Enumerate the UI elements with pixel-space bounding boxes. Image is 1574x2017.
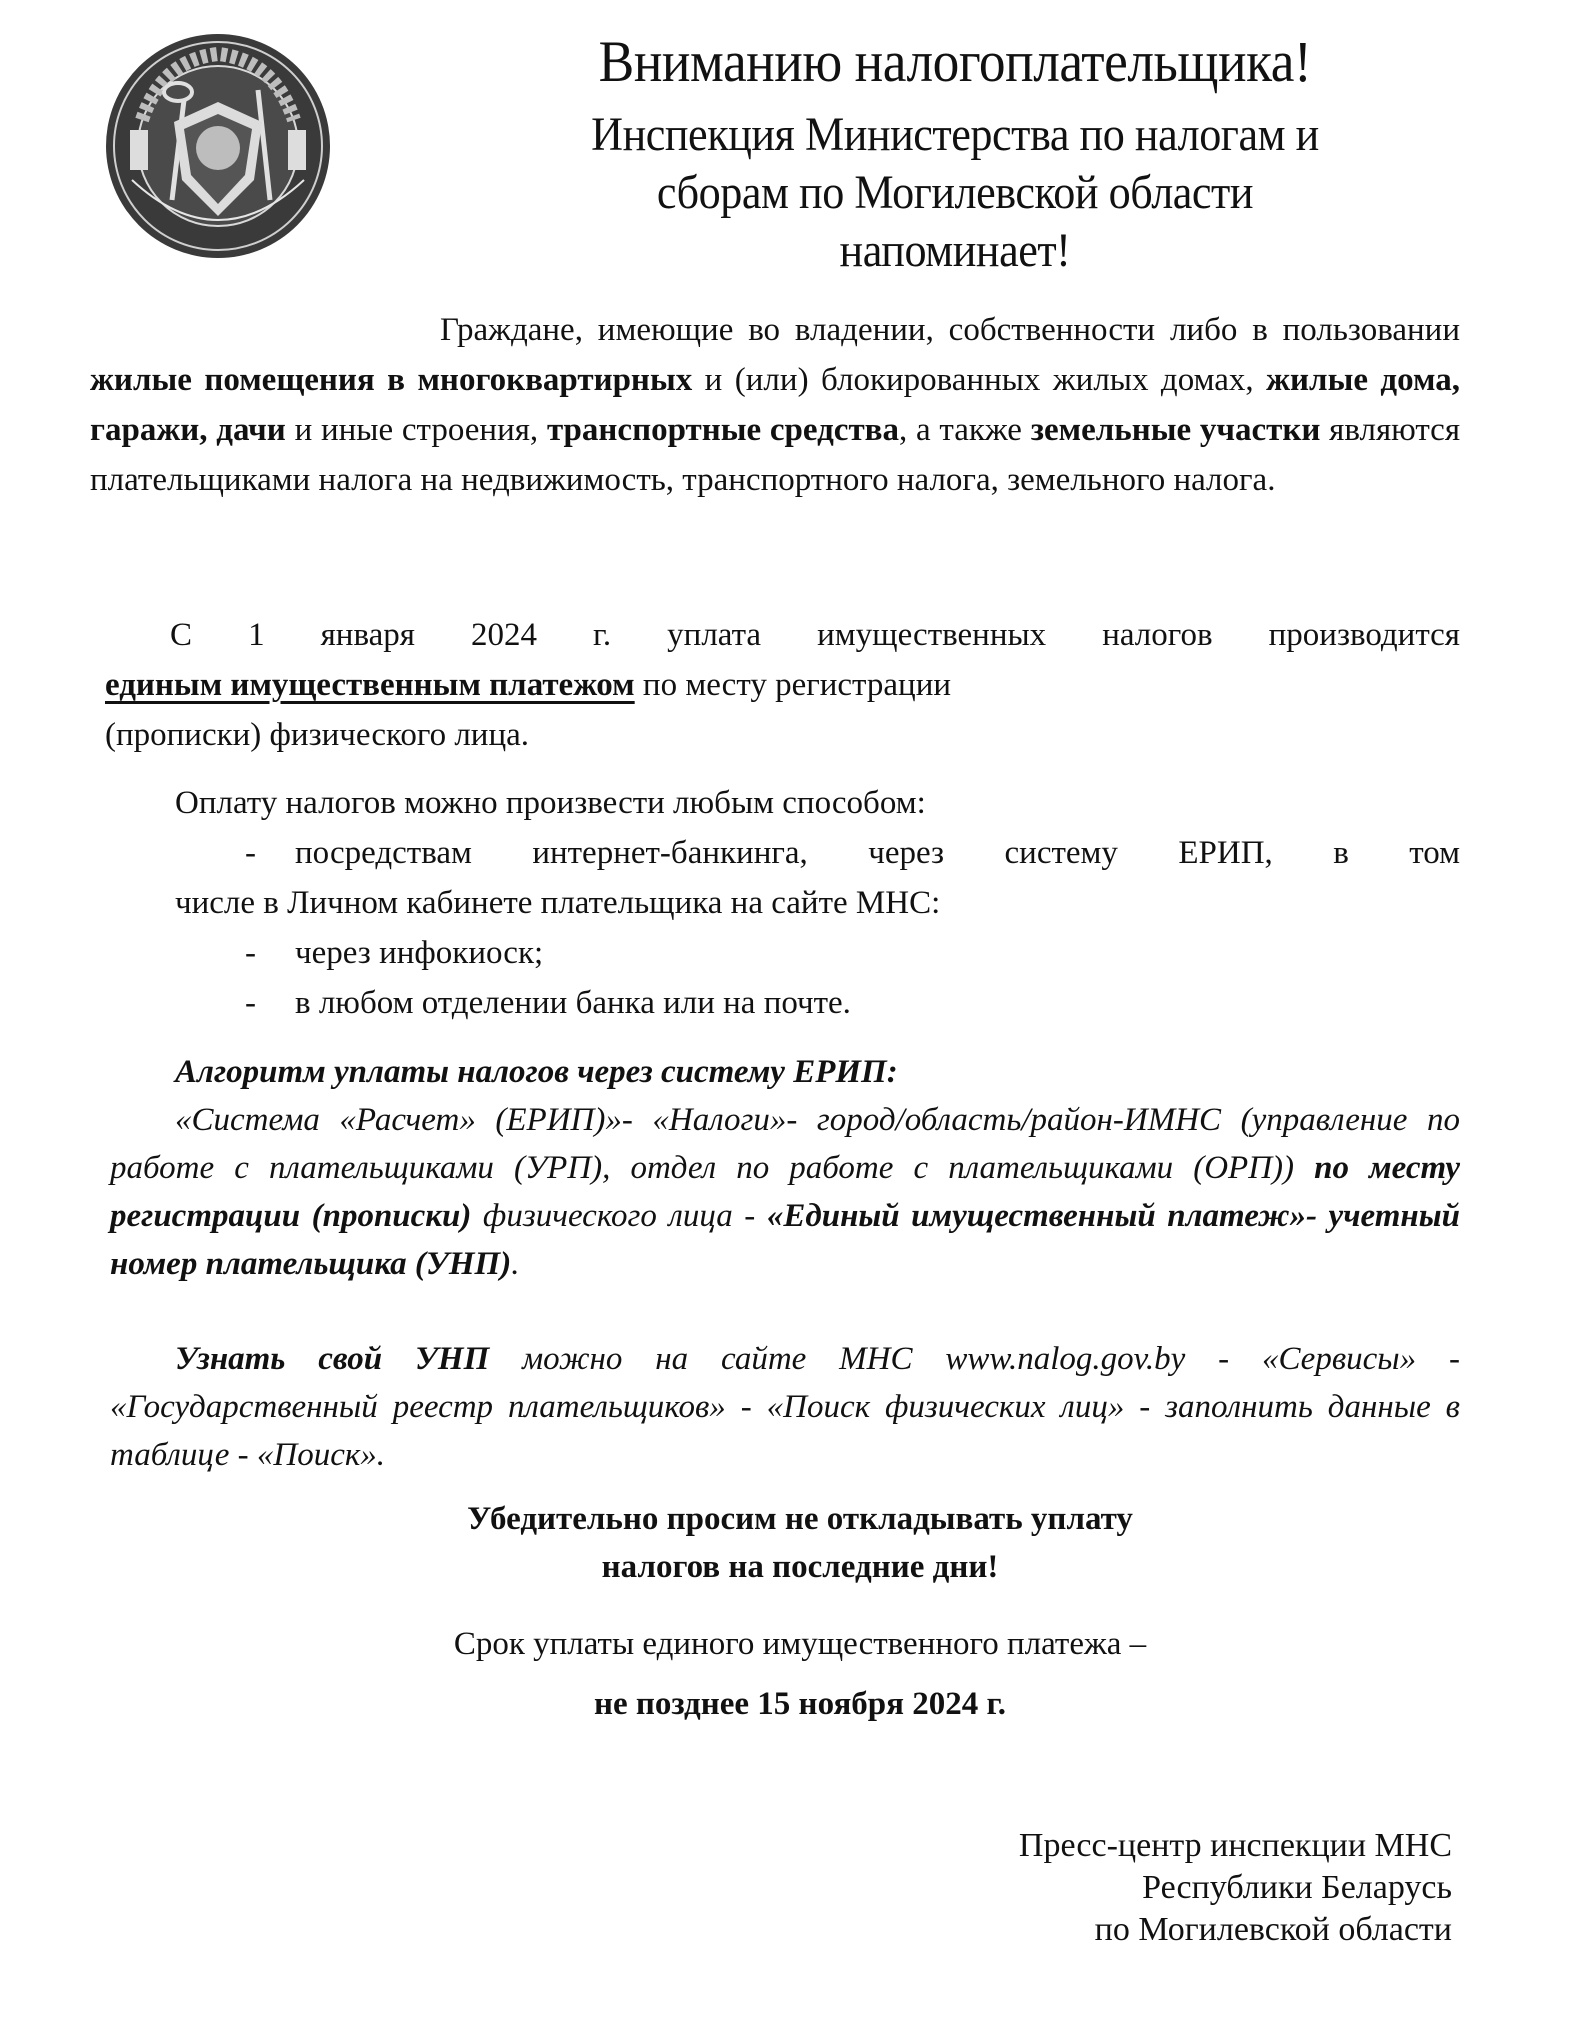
- notice-subtitle-line-1: Инспекция Министерства по налогам и: [591, 108, 1319, 161]
- signature: Пресс-центр инспекции МНС Республики Беларусь по Могилевской области: [1018, 1827, 1452, 1948]
- tax-inspection-emblem-icon: [102, 30, 334, 262]
- notice-header: [410, 28, 1500, 280]
- payment-method-item: - через инфокиоск;: [245, 935, 544, 971]
- urge-message: Убедительно просим не откладывать уплату налогов на последние дни!: [467, 1501, 1133, 1585]
- single-payment-highlight: единым имущественным платежом: [105, 667, 635, 703]
- single-payment-paragraph: [90, 610, 1460, 760]
- single-payment-line-1: С 1 января 2024 г. уплата имущественных налогов производится: [170, 617, 1460, 653]
- deadline-date: не позднее 15 ноября 2024 г.: [593, 1686, 1007, 1722]
- intro-paragraph: Граждане, имеющие во владении, собственности либо в пользовании жилые помещения в многоквартирных и (или) блокированных жилых домах, жилые дома, гаражи, дачи и иные строения, транспортные средства, а также земельные участки являются плательщиками налога на недвижимость, транспортного налога, земельного налога.: [90, 312, 1460, 498]
- notice-subtitle-line-3: напоминает!: [839, 224, 1071, 277]
- notice-subtitle-line-2: сборам по Могилевской области: [656, 166, 1254, 219]
- erip-algorithm: [110, 1048, 1460, 1288]
- notice-title: Вниманию налогоплательщика!: [598, 29, 1312, 94]
- payment-method-item-continuation: числе в Личном кабинете плательщика на сайте МНС:: [175, 885, 941, 921]
- single-payment-line-3: (прописки) физического лица.: [105, 717, 530, 753]
- erip-algorithm-title: Алгоритм уплаты налогов через систему ЕРИП:: [175, 1054, 898, 1090]
- payment-methods-intro: Оплату налогов можно произвести любым способом:: [175, 785, 926, 821]
- payment-method-item: - в любом отделении банка или на почте.: [245, 985, 851, 1021]
- payment-methods: [175, 778, 1460, 1028]
- unp-lookup-paragraph: Узнать свой УНП можно на сайте МНС www.nalog.gov.by - «Сервисы» - «Государственный реестр плательщиков» - «Поиск физических лиц» - заполнить данные в таблице - «Поиск».: [110, 1341, 1461, 1473]
- payment-method-item: - посредствам интернет-банкинга, через систему ЕРИП, в том: [245, 835, 1460, 871]
- single-payment-line-2: единым имущественным платежом по месту регистрации: [105, 667, 952, 703]
- deadline-label: Срок уплаты единого имущественного платежа –: [453, 1626, 1147, 1662]
- erip-algorithm-text: «Система «Расчет» (ЕРИП)»- «Налоги»- город/область/район-ИМНС (управление по работе с плательщиками (УРП), отдел по работе с плательщиками (ОРП)) по месту регистрации (прописки) физического лица - «Единый имущественный платеж»- учетный номер плательщика (УНП).: [110, 1102, 1461, 1282]
